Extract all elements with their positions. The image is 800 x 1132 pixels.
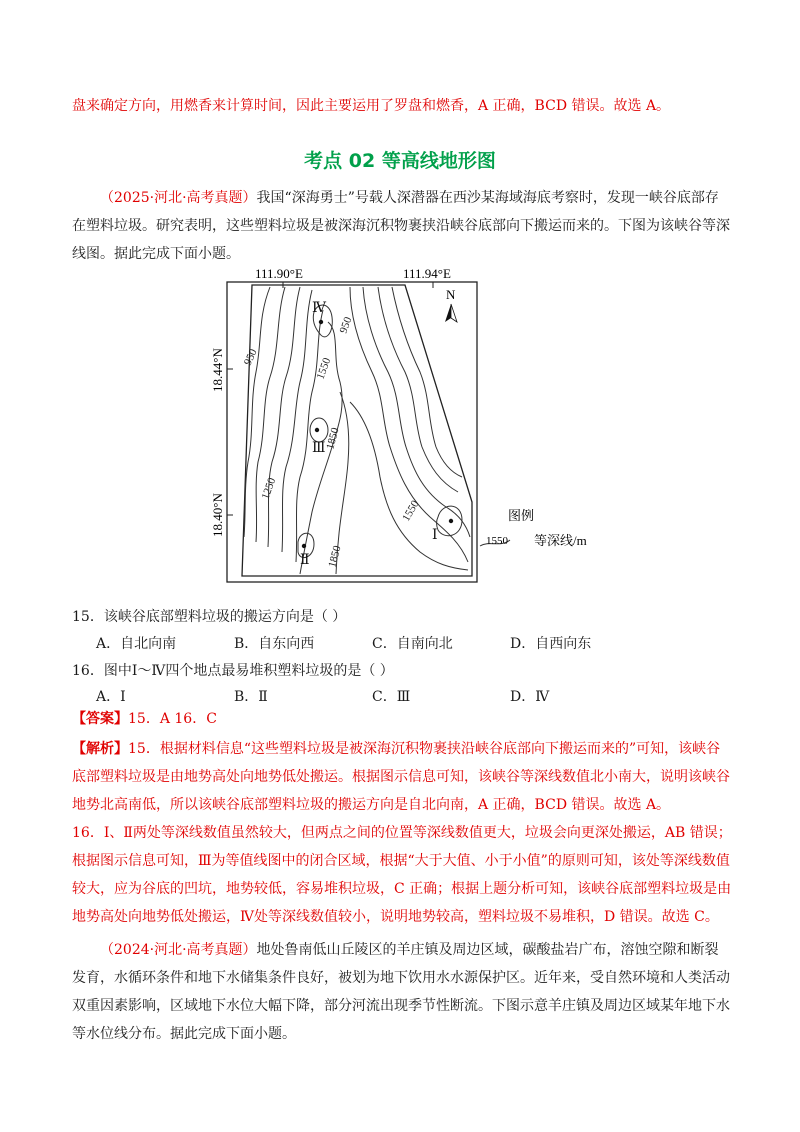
depth-contour-map <box>200 262 587 592</box>
point-label-3: Ⅲ <box>312 441 326 456</box>
analysis-15-text: 15．根据材料信息“这些塑料垃圾是被深海沉积物裹挟沿峡谷底部向下搬运而来的”可知，该峡谷底部塑料垃圾是由地势高处向地势低处搬运。根据图示信息可知，该峡谷等深线数值北小南大，说明该峡谷地势北高南低，所以该峡谷底部塑料垃圾的搬运方向是自北向南，A 正确，BCD 错误。故选 A。 <box>72 741 730 813</box>
point-dot-1 <box>449 519 453 523</box>
section-title: 考点 02 等高线地形图 <box>304 150 496 172</box>
point-dot-2 <box>302 544 306 548</box>
answer-line <box>72 708 217 728</box>
analysis-tag: 【解析】 <box>72 741 128 757</box>
map-frame <box>227 282 477 582</box>
analysis <box>72 735 732 931</box>
contour-label: 950 <box>241 347 260 368</box>
answer-tag: 【答案】 <box>72 711 128 727</box>
contour-label: 1850 <box>326 544 344 569</box>
lat-bottom-label: 18.40°N <box>210 493 225 537</box>
analysis-15 <box>72 735 732 819</box>
map-ticks <box>227 282 433 515</box>
point-label-2: Ⅱ <box>300 553 310 568</box>
lat-top-label: 18.44°N <box>210 348 225 392</box>
point-label-1: Ⅰ <box>432 528 438 543</box>
point-markers <box>302 320 453 548</box>
answer-text: 15．A 16．C <box>128 711 217 727</box>
previous-answer-continuation: 盘来确定方向，用燃香来计算时间，因此主要运用了罗盘和燃香，A 正确，BCD 错误。故选 A。 <box>72 98 671 114</box>
option-b[interactable]: B．自东向西 <box>234 636 315 652</box>
legend-value: 1550 <box>486 535 508 547</box>
question-16-options <box>96 686 696 706</box>
option-c[interactable]: C．Ⅲ <box>372 689 411 705</box>
point-dot-4 <box>319 320 323 324</box>
option-b[interactable]: B．Ⅱ <box>234 689 268 705</box>
option-a[interactable]: A．Ⅰ <box>96 689 126 705</box>
option-a[interactable]: A．自北向南 <box>96 636 177 652</box>
question-source-2: （2024·河北·高考真题） <box>100 942 257 958</box>
point-labels <box>300 301 438 568</box>
north-arrow-icon <box>445 287 457 322</box>
question-source: （2025·河北·高考真题） <box>100 190 257 206</box>
question-15-options <box>96 633 696 653</box>
option-d[interactable]: D．Ⅳ <box>510 689 550 705</box>
question-intro-2 <box>72 936 732 1048</box>
point-label-4: Ⅳ <box>312 301 326 316</box>
legend-text: 等深线/m <box>534 533 587 548</box>
contour-label: 1250 <box>259 476 279 502</box>
contour-label: 1850 <box>324 426 342 451</box>
option-c[interactable]: C．自南向北 <box>372 636 453 652</box>
contour-label: 1550 <box>400 498 422 524</box>
legend-title: 图例 <box>508 508 535 523</box>
question-intro <box>72 184 732 268</box>
analysis-16: 16．Ⅰ、Ⅱ两处等深线数值虽然较大，但两点之间的位置等深线数值更大，垃圾会向更深处搬运，AB 错误；根据图示信息可知，Ⅲ为等值线图中的闭合区域，根据“大于大值、小于小值”的原则可知，该处等深线数值较大，应为谷底的凹坑，地势较低，容易堆积垃圾，C 正确；根据上题分析可知，该峡谷底部塑料垃圾是由地势高处向地势低处搬运，Ⅳ处等深线数值较小，说明地势较高，塑料垃圾不易堆积，D 错误。故选 C。 <box>72 825 732 925</box>
svg-text:N: N <box>446 287 456 302</box>
question-15-stem: 15．该峡谷底部塑料垃圾的搬运方向是（ ） <box>72 609 347 625</box>
contour-label: 1550 <box>314 356 334 382</box>
legend-item <box>480 533 587 548</box>
question-16-stem: 16．图中Ⅰ～Ⅳ四个地点最易堆积塑料垃圾的是（ ） <box>72 663 394 679</box>
contour-label: 950 <box>337 315 355 336</box>
question-intro-2-text: 地处鲁南低山丘陵区的羊庄镇及周边区域，碳酸盐岩广布，溶蚀空隙和断裂发育，水循环条件和地下水储集条件良好，被划为地下饮用水水源保护区。近年来，受自然环境和人类活动双重因素影响，区域地下水位大幅下降，部分河流出现季节性断流。下图示意羊庄镇及周边区域某年地下水等水位线分布。据此完成下面小题。 <box>72 942 730 1042</box>
lon-right-label: 111.94°E <box>403 266 451 281</box>
question-intro-text: 我国“深海勇士”号载人深潜器在西沙某海域海底考察时，发现一峡谷底部存在塑料垃圾。研究表明，这些塑料垃圾是被深海沉积物裹挟沿峡谷底部向下搬运而来的。下图为该峡谷等深线图。据此完成下面小题。 <box>72 190 730 262</box>
option-d[interactable]: D．自西向东 <box>510 636 592 652</box>
point-dot-3 <box>315 428 319 432</box>
lon-left-label: 111.90°E <box>255 266 303 281</box>
